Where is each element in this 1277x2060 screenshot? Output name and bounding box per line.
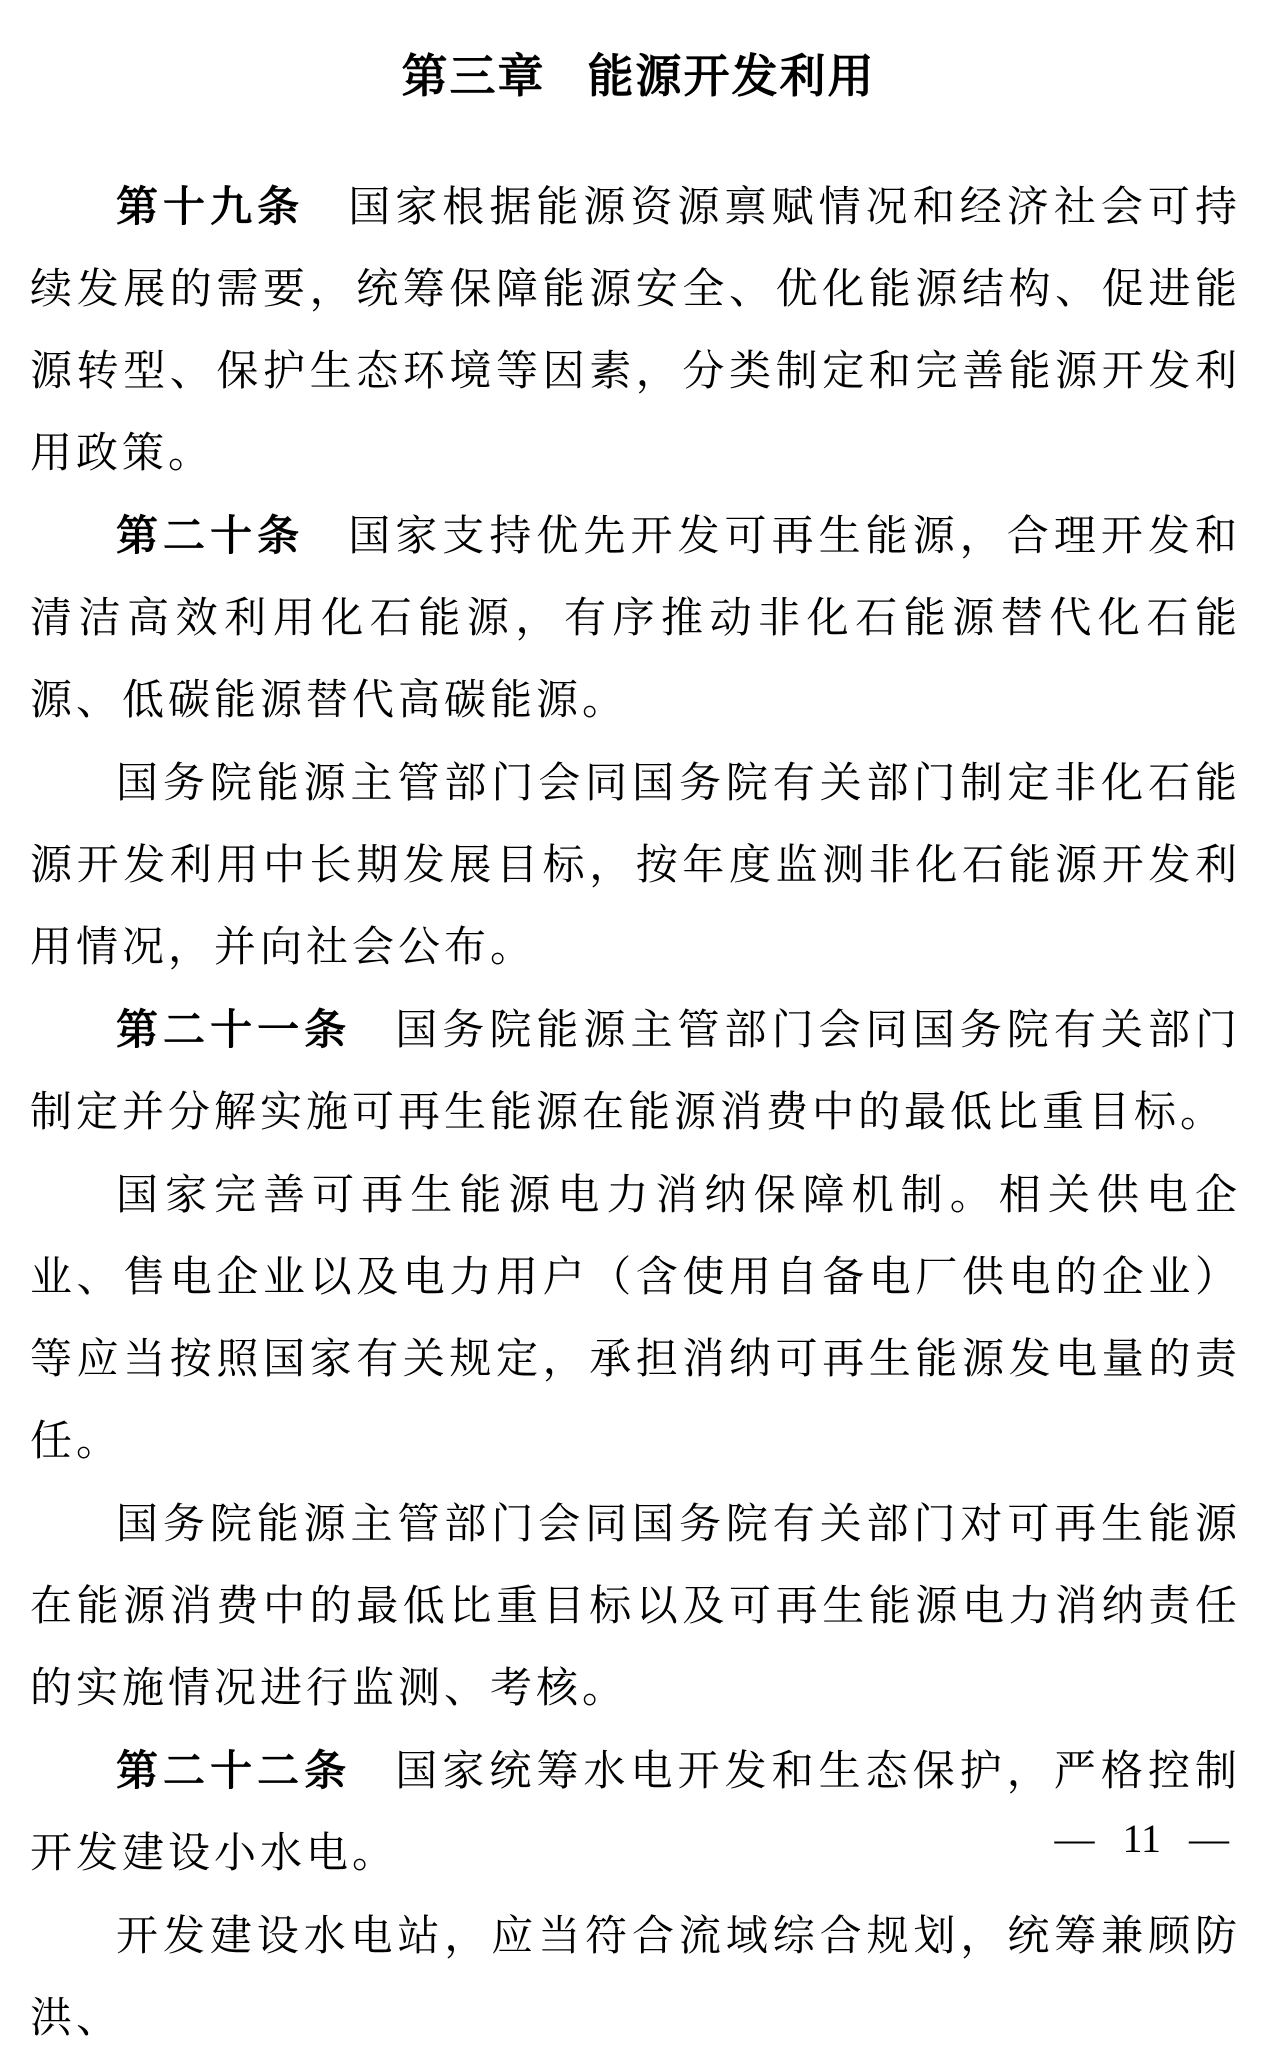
paragraph (30, 989, 1241, 1154)
paragraph-text: 国务院能源主管部门会同国务院有关部门制定非化石能源开发利用中长期发展目标，按年度监测非化石能源开发利用情况，并向社会公布。 (30, 761, 1241, 971)
page-number: 11 (1122, 1816, 1161, 1861)
paragraph (30, 495, 1241, 742)
article-number: 第二十一条 (116, 1006, 352, 1053)
article-number: 第二十条 (116, 512, 305, 559)
article-number: 第十九条 (116, 183, 305, 230)
page-footer (1054, 1816, 1229, 1861)
paragraph (30, 1730, 1241, 1895)
chapter-number: 第三章 (401, 51, 546, 102)
paragraph-text: 国务院能源主管部门会同国务院有关部门制定并分解实施可再生能源在能源消费中的最低比重目标。 (30, 1008, 1241, 1136)
footer-dash-right: — (1189, 1816, 1229, 1861)
document-body (30, 166, 1241, 2060)
paragraph (30, 166, 1241, 495)
paragraph-text: 国务院能源主管部门会同国务院有关部门对可再生能源在能源消费中的最低比重目标以及可再生能源电力消纳责任的实施情况进行监测、考核。 (30, 1502, 1241, 1712)
paragraph (30, 742, 1241, 989)
paragraph (30, 1895, 1241, 2060)
paragraph-text: 开发建设水电站，应当符合流域综合规划，统筹兼顾防洪、 (30, 1914, 1241, 2042)
chapter-heading (0, 50, 1277, 104)
article-number: 第二十二条 (116, 1747, 352, 1794)
paragraph-text: 国家支持优先开发可再生能源，合理开发和清洁高效利用化石能源，有序推动非化石能源替代化石能源、低碳能源替代高碳能源。 (30, 514, 1241, 724)
paragraph (30, 1154, 1241, 1483)
paragraph-text: 国家统筹水电开发和生态保护，严格控制开发建设小水电。 (30, 1749, 1241, 1877)
paragraph (30, 1483, 1241, 1730)
footer-dash-left: — (1054, 1816, 1095, 1861)
chapter-title: 能源开发利用 (587, 51, 876, 102)
paragraph-text: 国家根据能源资源禀赋情况和经济社会可持续发展的需要，统筹保障能源安全、优化能源结构、促进能源转型、保护生态环境等因素，分类制定和完善能源开发利用政策。 (30, 185, 1241, 477)
paragraph-text: 国家完善可再生能源电力消纳保障机制。相关供电企业、售电企业以及电力用户（含使用自备电厂供电的企业）等应当按照国家有关规定，承担消纳可再生能源发电量的责任。 (30, 1173, 1241, 1465)
